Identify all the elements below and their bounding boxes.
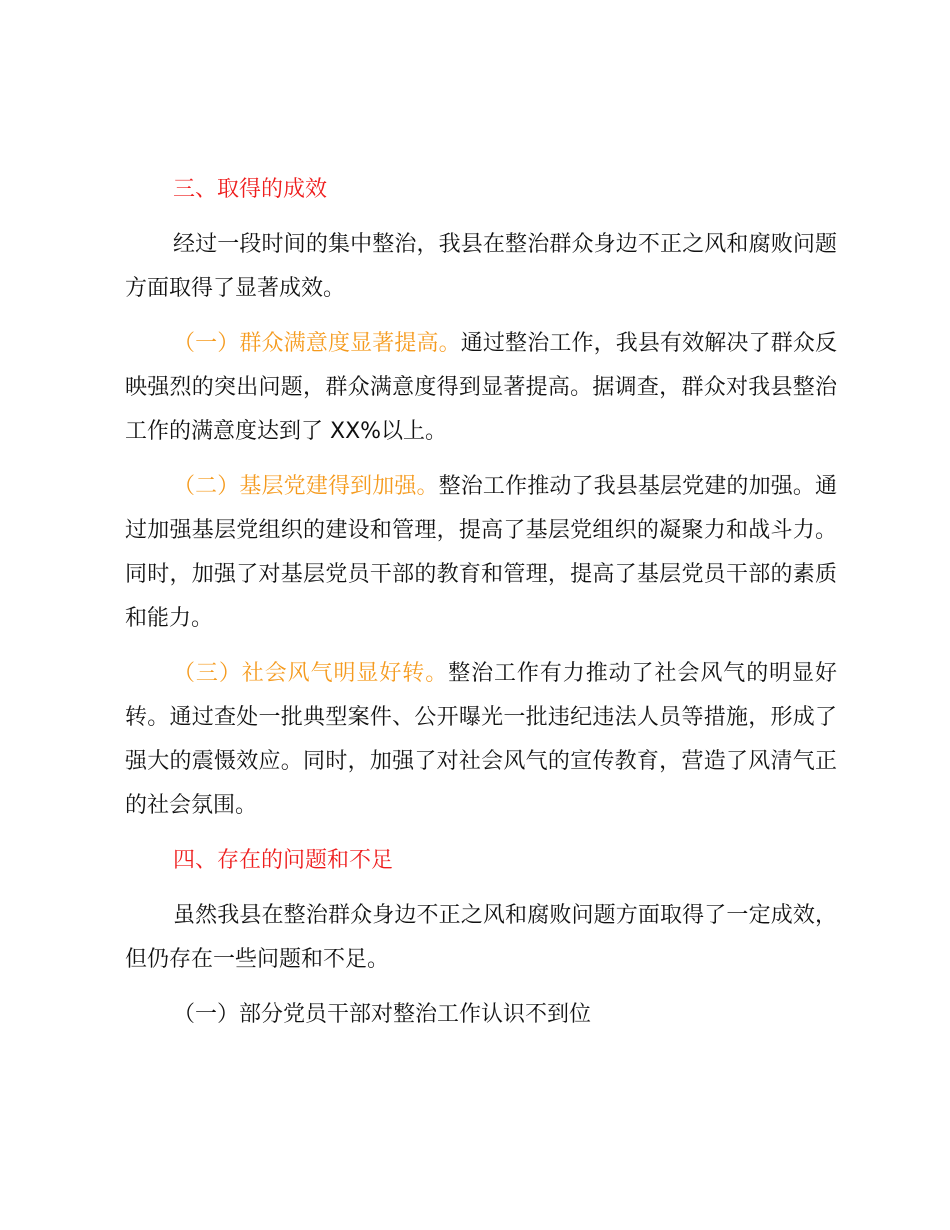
section-4-heading: 四、存在的问题和不足 xyxy=(173,848,394,873)
section-3-item-1 xyxy=(125,322,837,454)
section-3-intro: 经过一段时间的集中整治，我县在整治群众身边不正之风和腐败问题方面取得了显著成效。 xyxy=(125,232,837,301)
section-3-item-3-title: （三）社会风气明显好转。 xyxy=(173,661,449,686)
section-3-item-1-body: 通过整治工作，我县有效解决了群众反映强烈的突出问题，群众满意度得到显著提高。据调查，群众对我县整治工作的满意度达到了 XX%以上。 xyxy=(125,331,837,444)
section-3-item-2-title: （二）基层党建得到加强。 xyxy=(173,474,439,499)
section-3-item-3-body: 整治工作有力推动了社会风气的明显好转。通过查处一批典型案件、公开曝光一批违纪违法人员等措施，形成了强大的震慑效应。同时，加强了对社会风气的宣传教育，营造了风清气正的社会氛围。 xyxy=(125,661,837,818)
section-4-item-1-title: （一）部分党员干部对整治工作认识不到位 xyxy=(173,1002,592,1027)
document-body xyxy=(125,168,837,1037)
section-3-item-2-body: 整治工作推动了我县基层党建的加强。通过加强基层党组织的建设和管理，提高了基层党组织的凝聚力和战斗力。同时，加强了对基层党员干部的教育和管理，提高了基层党员干部的素质和能力。 xyxy=(125,474,837,631)
section-3-item-3 xyxy=(125,652,837,828)
section-3-heading: 三、取得的成效 xyxy=(173,177,328,202)
section-3-item-1-title: （一）群众满意度显著提高。 xyxy=(173,331,461,356)
section-4-intro: 虽然我县在整治群众身边不正之风和腐败问题方面取得了一定成效，但仍存在一些问题和不足。 xyxy=(125,903,837,972)
section-3-item-2 xyxy=(125,465,837,641)
